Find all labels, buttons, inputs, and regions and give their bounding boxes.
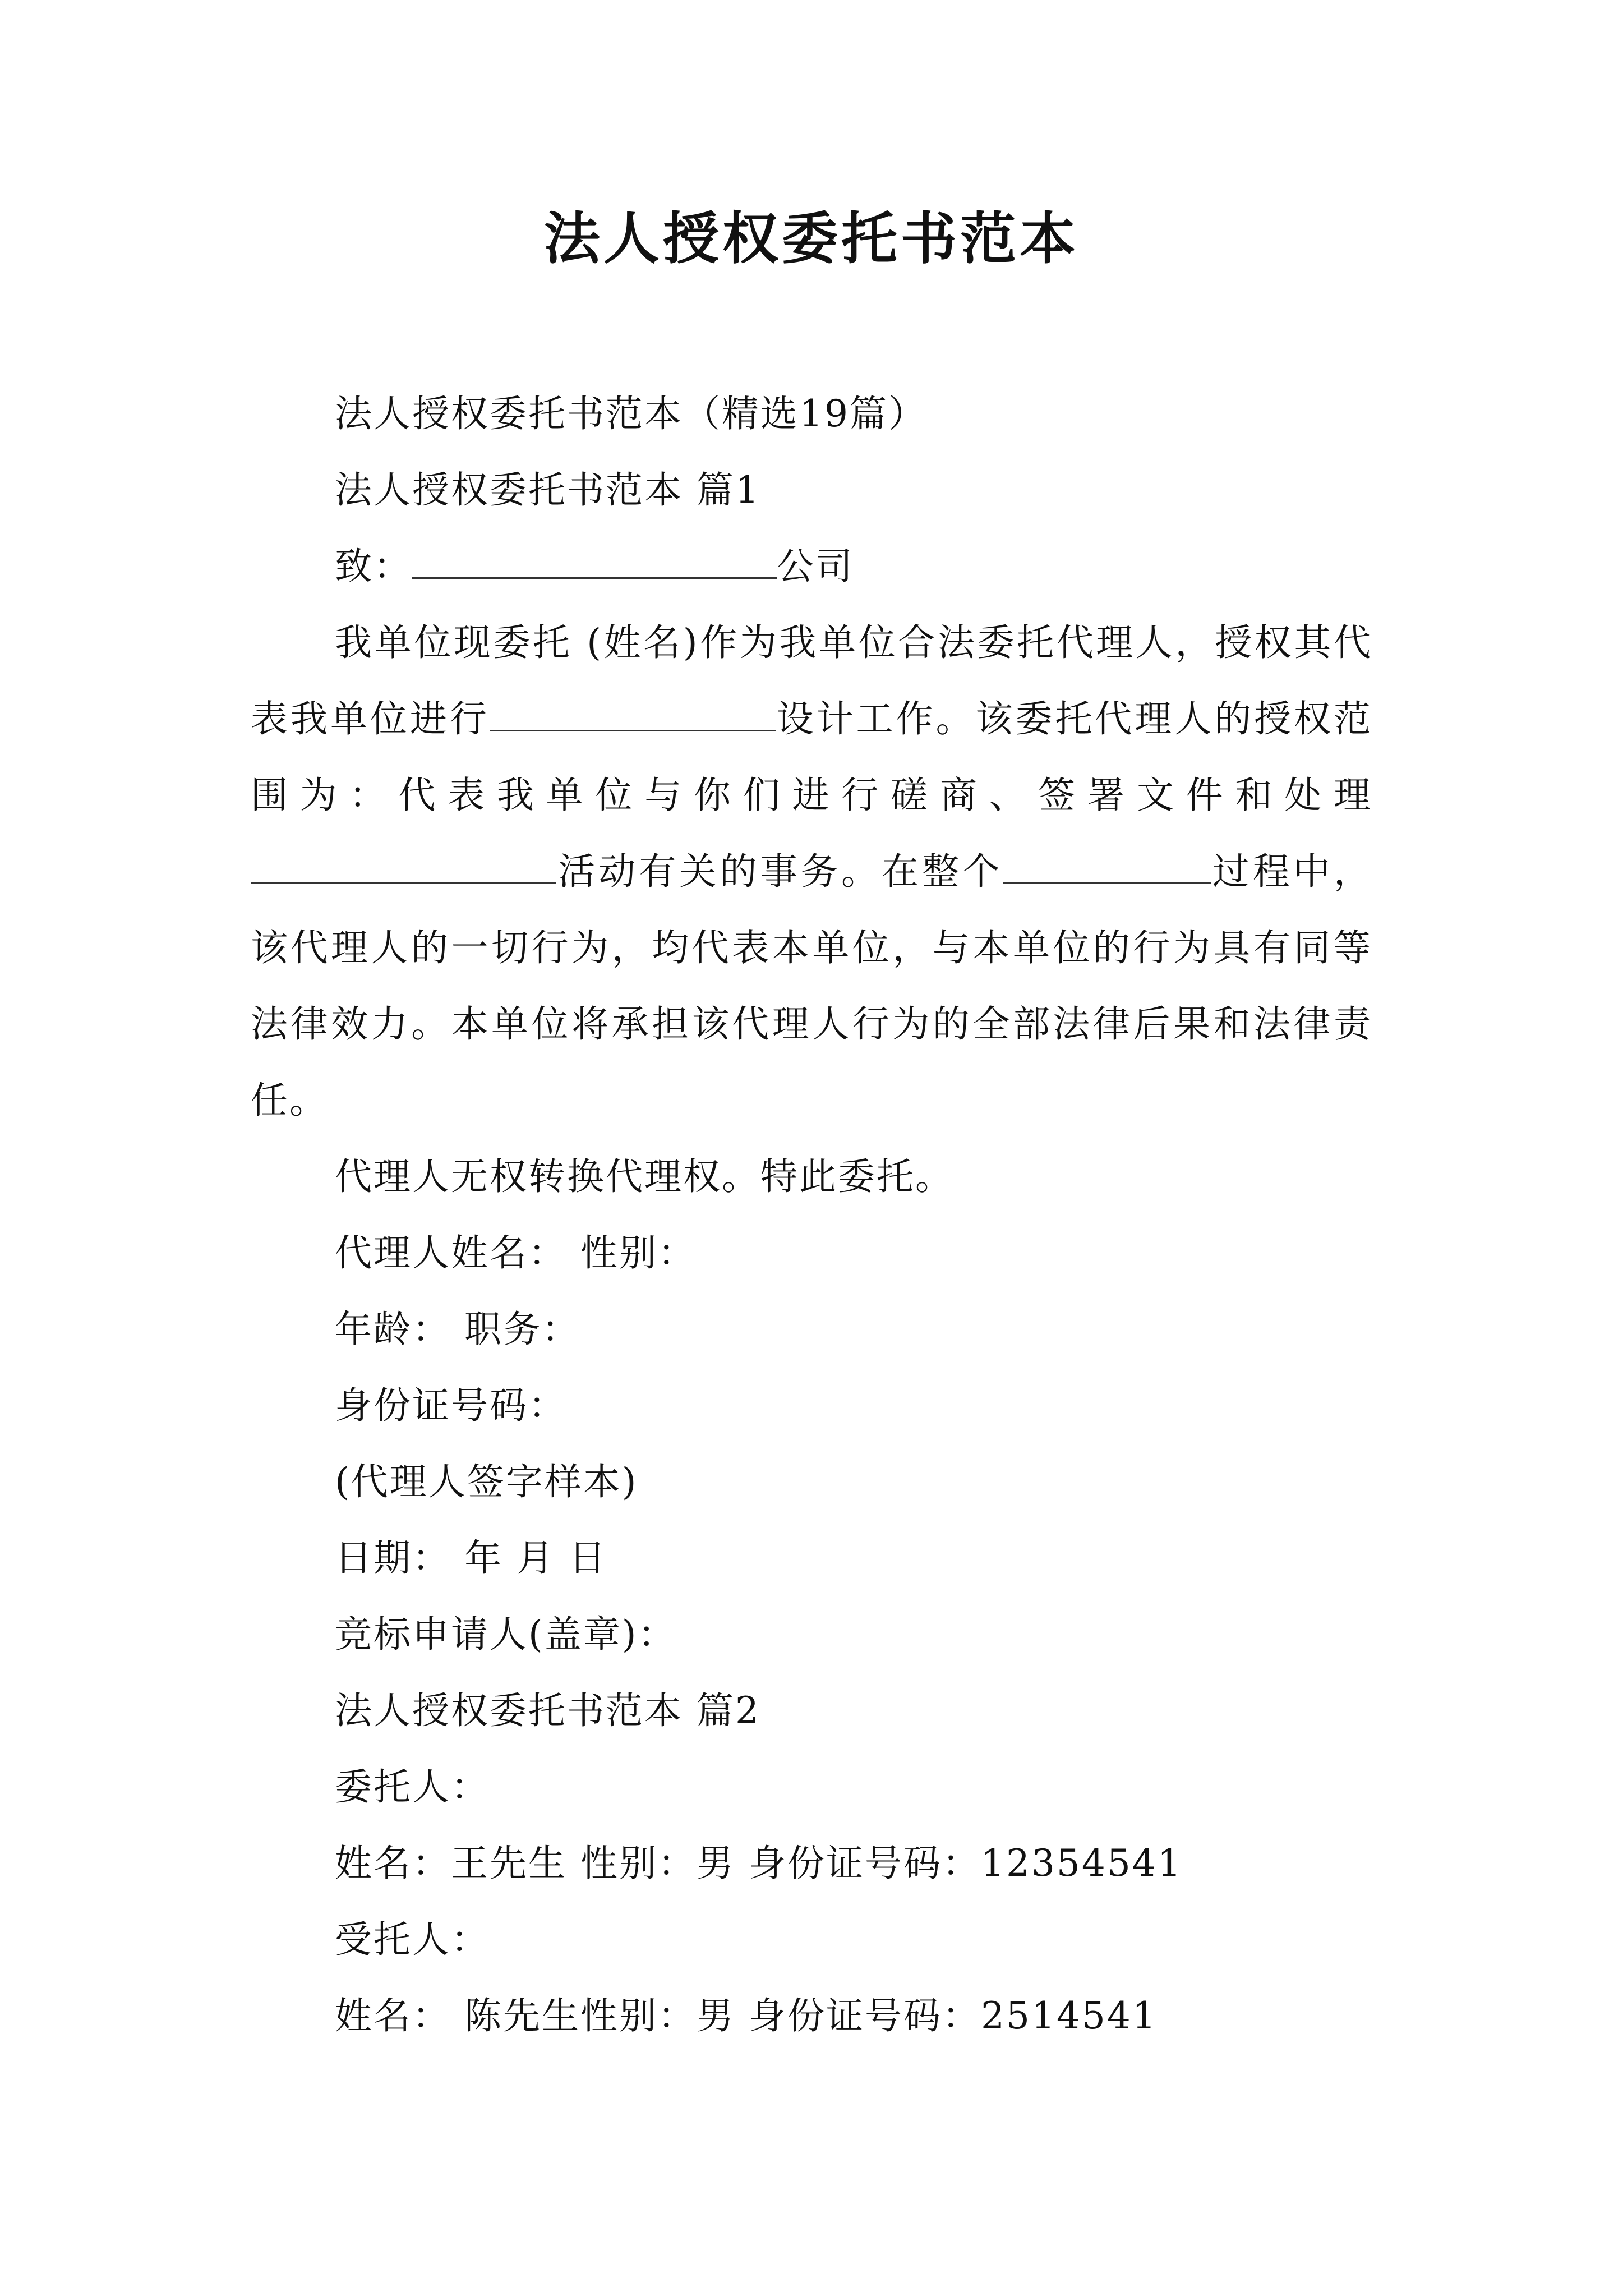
principal-info: 姓名：王先生 性别：男 身份证号码：12354541 <box>335 1842 1183 1885</box>
para1-part1: 我单位现委托 (姓名)作为我单位合法委托代理人，授权其代表我单位进行 <box>251 621 1372 740</box>
authorization-paragraph <box>251 605 1372 1139</box>
document-heading: 法人授权委托书范本（精选19篇） <box>335 392 927 435</box>
bidder-seal-line: 竞标申请人(盖章)： <box>335 1613 677 1656</box>
age-position-line: 年龄： 职务： <box>335 1308 580 1351</box>
no-transfer-line: 代理人无权转换代理权。特此委托。 <box>335 1155 954 1198</box>
section1-title: 法人授权委托书范本 篇1 <box>335 468 760 512</box>
section2-title: 法人授权委托书范本 篇2 <box>335 1689 760 1732</box>
company-blank <box>412 544 777 579</box>
para1-part2: 设计工作。该委托代理人的授权范围为：代表我单位与你们进行磋商、签署文件和处理 <box>251 697 1373 817</box>
para1-part4: 过程中，该代理人的一切行为，均代表本单位，与本单位的行为具有同等法律效力。本单位将承担该代理人行为的全部法律后果和法律责任。 <box>251 850 1372 1122</box>
signature-sample-line: (代理人签字样本) <box>335 1460 638 1503</box>
design-blank <box>490 696 776 731</box>
agent-name-gender-line: 代理人姓名： 性别： <box>335 1231 697 1274</box>
process-blank <box>1003 849 1211 884</box>
trustee-info: 姓名： 陈先生性别：男 身份证号码：2514541 <box>335 1994 1158 2037</box>
id-number-line: 身份证号码： <box>335 1384 567 1427</box>
activity-blank <box>251 849 556 884</box>
document-title: 法人授权委托书范本 <box>544 205 1079 272</box>
to-suffix: 公司 <box>777 545 854 588</box>
principal-label: 委托人： <box>335 1765 490 1809</box>
to-prefix: 致： <box>335 545 412 588</box>
para1-part3: 活动有关的事务。在整个 <box>556 850 1003 893</box>
addressee-line <box>251 528 1372 605</box>
trustee-label: 受托人： <box>335 1918 490 1961</box>
date-line: 日期： 年 月 日 <box>335 1536 607 1580</box>
document-body <box>251 376 1372 2054</box>
